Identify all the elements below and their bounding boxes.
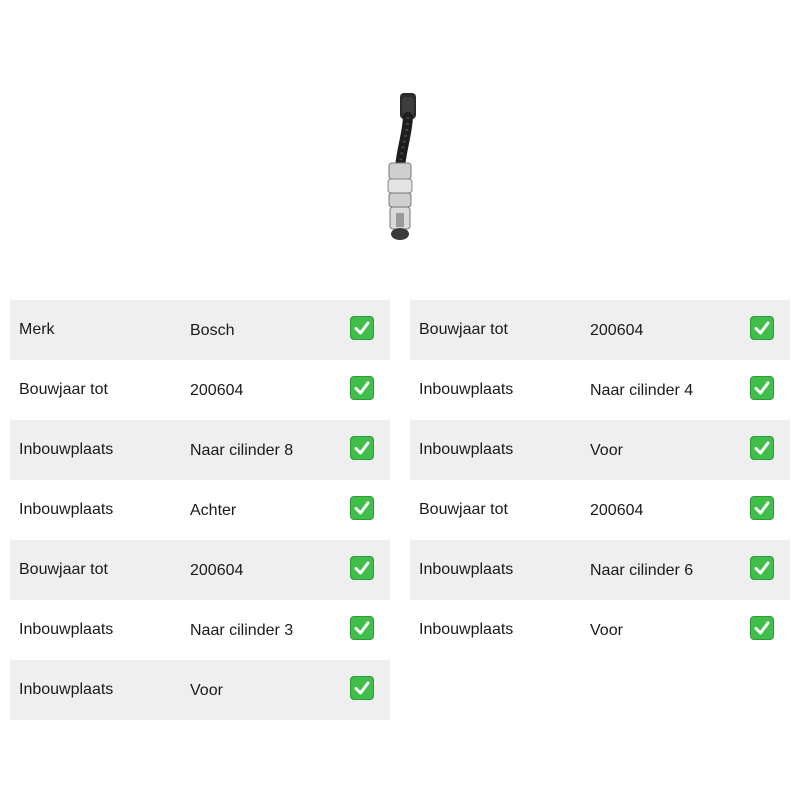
check-icon xyxy=(350,496,374,520)
table-row xyxy=(410,480,790,540)
check-icon xyxy=(350,376,374,400)
spec-value: 200604 xyxy=(590,322,644,339)
spec-table-left xyxy=(10,300,390,720)
spec-label: Bouwjaar tot xyxy=(19,381,108,398)
check-icon xyxy=(750,496,774,520)
spec-value: Voor xyxy=(590,442,623,459)
table-row xyxy=(410,600,790,660)
spec-label: Inbouwplaats xyxy=(19,681,114,698)
spec-value: Naar cilinder 6 xyxy=(590,562,694,579)
spec-value: 200604 xyxy=(590,502,644,519)
spec-label: Inbouwplaats xyxy=(19,501,114,518)
spec-value: 200604 xyxy=(190,562,244,579)
table-row xyxy=(410,360,790,420)
spec-value: Voor xyxy=(190,682,223,699)
spec-label: Inbouwplaats xyxy=(419,381,514,398)
spec-label: Inbouwplaats xyxy=(19,621,114,638)
spec-label: Merk xyxy=(19,321,55,338)
table-row xyxy=(10,660,390,720)
check-icon xyxy=(750,316,774,340)
check-icon xyxy=(350,616,374,640)
table-row xyxy=(10,600,390,660)
check-icon xyxy=(750,616,774,640)
table-row xyxy=(410,420,790,480)
check-icon xyxy=(350,436,374,460)
spec-label: Inbouwplaats xyxy=(419,441,514,458)
spec-value: Voor xyxy=(590,622,623,639)
spec-value: Achter xyxy=(190,502,237,519)
table-row xyxy=(410,300,790,360)
table-row xyxy=(410,540,790,600)
check-icon xyxy=(350,556,374,580)
check-icon xyxy=(350,316,374,340)
spec-label: Inbouwplaats xyxy=(419,561,514,578)
check-icon xyxy=(750,556,774,580)
table-row xyxy=(10,480,390,540)
spec-value: 200604 xyxy=(190,382,244,399)
check-icon xyxy=(350,676,374,700)
check-icon xyxy=(750,376,774,400)
table-row xyxy=(10,300,390,360)
spec-value: Naar cilinder 4 xyxy=(590,382,694,399)
table-row xyxy=(10,420,390,480)
spec-table-right xyxy=(410,300,790,660)
spec-label: Inbouwplaats xyxy=(419,621,514,638)
ignition-cable-icon xyxy=(370,85,430,245)
table-row xyxy=(10,540,390,600)
spec-value: Naar cilinder 8 xyxy=(190,442,294,459)
spec-label: Bouwjaar tot xyxy=(19,561,108,578)
spec-label: Bouwjaar tot xyxy=(419,501,508,518)
spec-label: Inbouwplaats xyxy=(19,441,114,458)
spec-value: Naar cilinder 3 xyxy=(190,622,294,639)
table-row xyxy=(10,360,390,420)
spec-value: Bosch xyxy=(190,322,235,339)
check-icon xyxy=(750,436,774,460)
spec-label: Bouwjaar tot xyxy=(419,321,508,338)
